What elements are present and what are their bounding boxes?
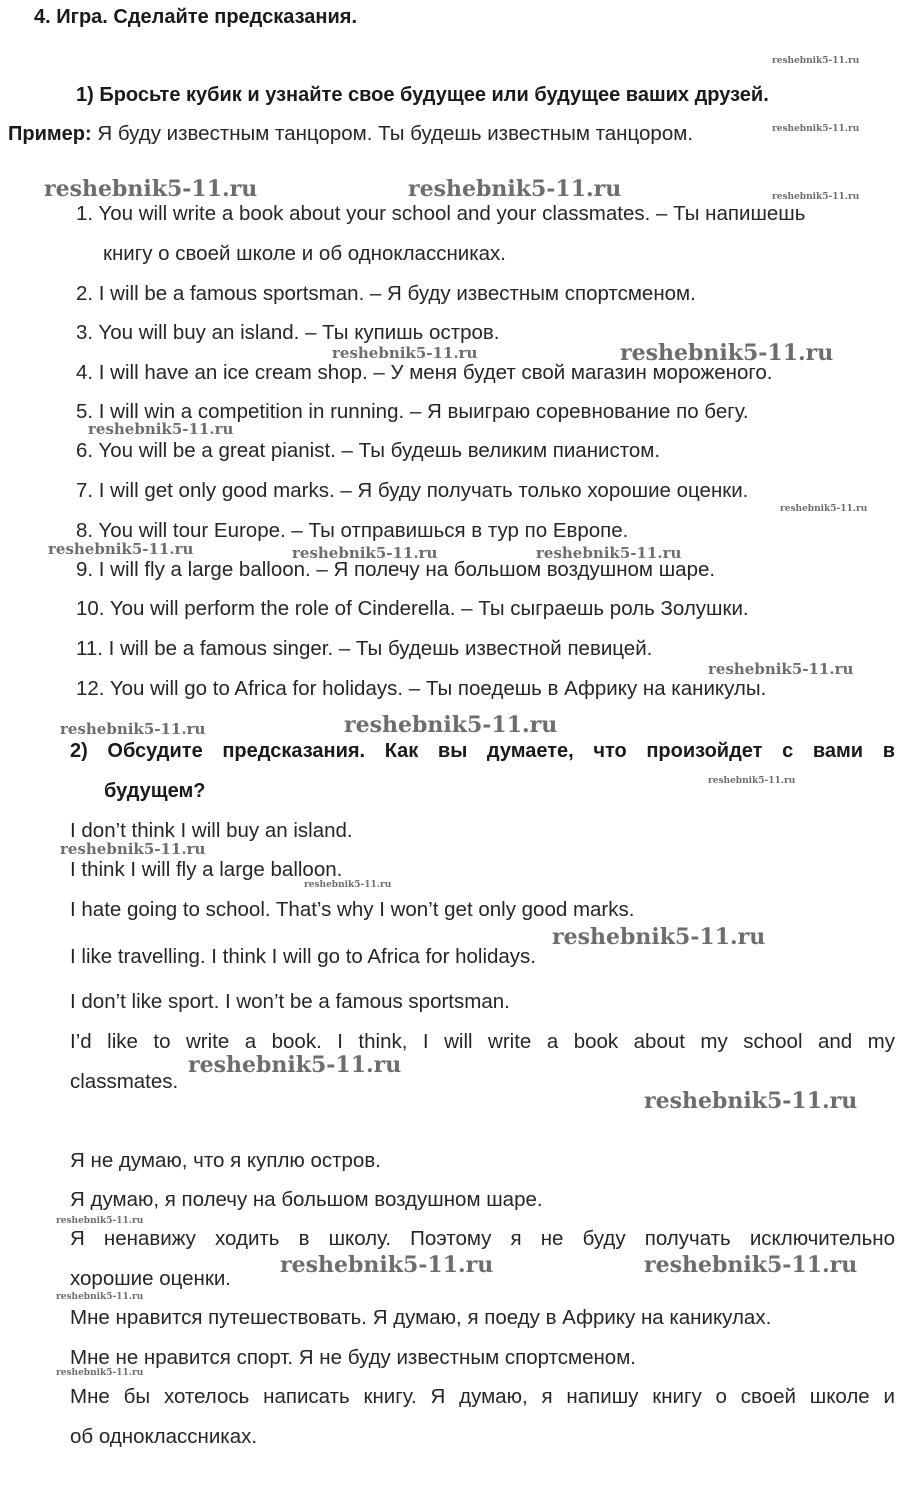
list-item: 9. I will fly a large balloon. – Я полечу на большом воздушном шаре. [76, 558, 716, 581]
watermark: reshebnik5-11.ru [344, 712, 558, 738]
watermark: reshebnik5-11.ru [644, 1252, 858, 1278]
watermark: reshebnik5-11.ru [88, 420, 234, 438]
russian-answer: хорошие оценки. [70, 1267, 231, 1290]
russian-answer: Я думаю, я полечу на большом воздушном шаре. [70, 1188, 543, 1211]
list-item: 3. You will buy an island. – Ты купишь остров. [76, 321, 500, 344]
english-answer: classmates. [70, 1070, 179, 1093]
russian-answer: Я ненавижу ходить в школу. Поэтому я не буду получать исключительно [70, 1227, 895, 1250]
english-answer: I like travelling. I think I will go to Africa for holidays. [70, 945, 537, 968]
list-item: 10. You will perform the role of Cinderella. – Ты сыграешь роль Золушки. [76, 597, 749, 620]
watermark: reshebnik5-11.ru [56, 1292, 144, 1302]
watermark: reshebnik5-11.ru [536, 544, 682, 562]
list-item: 12. You will go to Africa for holidays. – Ты поедешь в Африку на каникулы. [76, 677, 767, 700]
russian-answer: Мне бы хотелось написать книгу. Я думаю, я напишу книгу о своей школе и [70, 1385, 895, 1408]
russian-answer: Мне не нравится спорт. Я не буду известным спортсменом. [70, 1346, 636, 1369]
russian-answer: Мне нравится путешествовать. Я думаю, я поеду в Африку на каникулах. [70, 1306, 772, 1329]
watermark: reshebnik5-11.ru [708, 660, 854, 678]
english-answer: I think I will fly a large balloon. [70, 858, 343, 881]
watermark: reshebnik5-11.ru [772, 56, 860, 66]
watermark: reshebnik5-11.ru [188, 1052, 402, 1078]
example-text: Я буду известным танцором. Ты будешь известным танцором. [97, 122, 694, 145]
russian-answer: об одноклассниках. [70, 1425, 258, 1448]
watermark: reshebnik5-11.ru [780, 504, 868, 514]
watermark: reshebnik5-11.ru [408, 176, 622, 202]
watermark: reshebnik5-11.ru [60, 720, 206, 738]
english-answer: I hate going to school. That’s why I won’t get only good marks. [70, 898, 635, 921]
exercise-title: 4. Игра. Сделайте предсказания. [34, 6, 358, 28]
list-item: 4. I will have an ice cream shop. – У меня будет свой магазин мороженого. [76, 361, 773, 384]
list-item: 7. I will get only good marks. – Я буду получать только хорошие оценки. [76, 479, 749, 502]
list-item: 2. I will be a famous sportsman. – Я буду известным спортсменом. [76, 282, 696, 305]
watermark: reshebnik5-11.ru [56, 1216, 144, 1226]
task-1-heading: 1) Бросьте кубик и узнайте свое будущее или будущее ваших друзей. [76, 84, 769, 106]
watermark: reshebnik5-11.ru [620, 340, 834, 366]
watermark: reshebnik5-11.ru [772, 192, 860, 202]
list-item: 1. You will write a book about your school and your classmates. – Ты напишешь [76, 202, 806, 225]
list-item: 11. I will be a famous singer. – Ты будешь известной певицей. [76, 637, 653, 660]
english-answer: I don’t like sport. I won’t be a famous sportsman. [70, 990, 510, 1013]
watermark: reshebnik5-11.ru [56, 1368, 144, 1378]
watermark: reshebnik5-11.ru [292, 544, 438, 562]
list-item: книгу о своей школе и об одноклассниках. [103, 242, 506, 265]
watermark: reshebnik5-11.ru [644, 1088, 858, 1114]
english-answer: I’d like to write a book. I think, I will write a book about my school and my [70, 1030, 895, 1053]
list-item: 5. I will win a competition in running. – Я выиграю соревнование по бегу. [76, 400, 749, 423]
list-item: 8. You will tour Europe. – Ты отправишься в тур по Европе. [76, 519, 629, 542]
watermark: reshebnik5-11.ru [552, 924, 766, 950]
watermark: reshebnik5-11.ru [60, 840, 206, 858]
list-item: 6. You will be a great pianist. – Ты будешь великим пианистом. [76, 439, 661, 462]
watermark: reshebnik5-11.ru [44, 176, 258, 202]
task-2-heading: 2) Обсудите предсказания. Как вы думаете, что произойдет с вами в [70, 740, 895, 762]
watermark: reshebnik5-11.ru [304, 880, 392, 890]
watermark: reshebnik5-11.ru [280, 1252, 494, 1278]
watermark: reshebnik5-11.ru [48, 540, 194, 558]
watermark: reshebnik5-11.ru [332, 344, 478, 362]
example-line [8, 122, 693, 146]
example-label: Пример: [8, 123, 92, 145]
watermark: reshebnik5-11.ru [708, 776, 796, 786]
task-2-heading-continued: будущем? [104, 780, 206, 802]
russian-answer: Я не думаю, что я куплю остров. [70, 1149, 381, 1172]
watermark: reshebnik5-11.ru [772, 124, 860, 134]
english-answer: I don’t think I will buy an island. [70, 819, 353, 842]
